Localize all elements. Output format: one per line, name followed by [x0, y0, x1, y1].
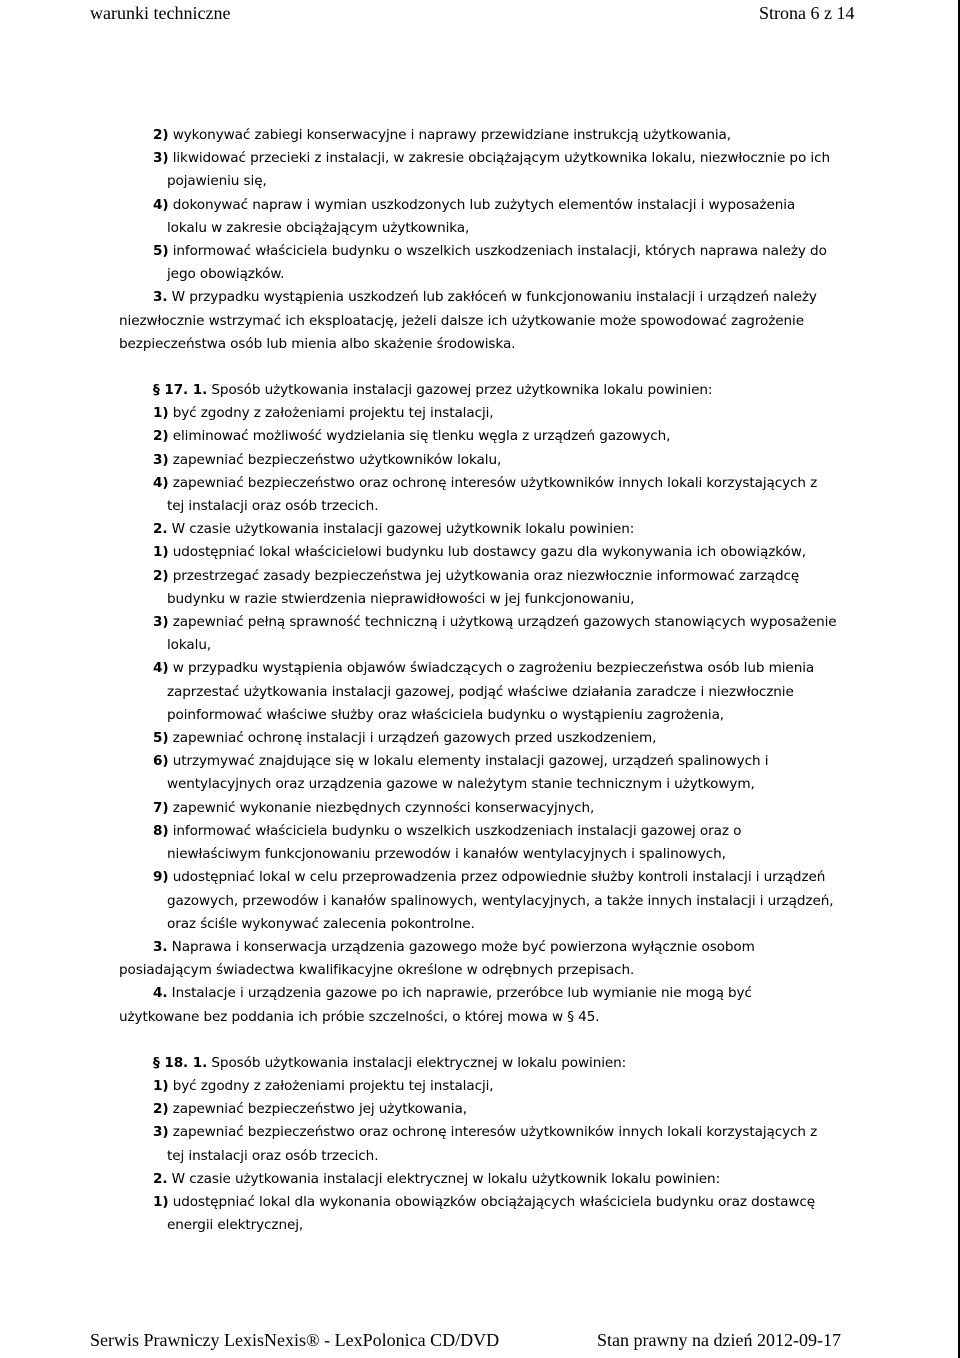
text-line: lokalu w zakresie obciążającym użytkownika, — [167, 219, 470, 236]
text-line: 4) zapewniać bezpieczeństwo oraz ochronę interesów użytkowników innych lokali korzystających z — [153, 474, 818, 491]
text-line: tej instalacji oraz osób trzecich. — [167, 1147, 379, 1164]
header-title: warunki techniczne — [90, 3, 231, 23]
text-line: gazowych, przewodów i kanałów spalinowych, wentylacyjnych, a także innych instalacji i urządzeń, — [167, 892, 834, 909]
section-heading-17: § 17. 1. Sposób użytkowania instalacji gazowej przez użytkownika lokalu powinien: — [153, 382, 713, 399]
text-line: posiadającym świadectwa kwalifikacyjne określone w odrębnych przepisach. — [119, 962, 635, 979]
text-line: 8) informować właściciela budynku o wszelkich uszkodzeniach instalacji gazowej oraz o — [153, 822, 742, 839]
text-line: 6) utrzymywać znajdujące się w lokalu elementy instalacji gazowej, urządzeń spalinowych i — [153, 753, 769, 770]
text-line: 2) eliminować możliwość wydzielania się tlenku węgla z urządzeń gazowych, — [153, 428, 671, 445]
text-line: 3) zapewniać bezpieczeństwo oraz ochronę interesów użytkowników innych lokali korzystających z — [153, 1124, 818, 1141]
text-line: 4) w przypadku wystąpienia objawów świadczących o zagrożeniu bezpieczeństwa osób lub mienia — [153, 660, 815, 677]
text-line: 2) wykonywać zabiegi konserwacyjne i naprawy przewidziane instrukcją użytkowania, — [153, 127, 731, 143]
text-line: 3. Naprawa i konserwacja urządzenia gazowego może być powierzona wyłącznie osobom — [153, 938, 755, 955]
text-line: oraz ściśle wykonywać zalecenia pokontrolne. — [167, 915, 475, 932]
text-line: 4. Instalacje i urządzenia gazowe po ich naprawie, przeróbce lub wymianie nie mogą być — [153, 985, 752, 1002]
text-line: 2. W czasie użytkowania instalacji elektrycznej w lokalu użytkownik lokalu powinien: — [153, 1170, 721, 1187]
text-line: energii elektrycznej, — [167, 1217, 304, 1234]
text-line: zaprzestać użytkowania instalacji gazowej, podjąć właściwe działania zaradcze i niezwłocznie — [167, 683, 794, 700]
text-line: 2. W czasie użytkowania instalacji gazowej użytkownik lokalu powinien: — [153, 521, 635, 538]
text-line: 1) być zgodny z założeniami projektu tej instalacji, — [153, 405, 494, 422]
text-line: 1) być zgodny z założeniami projektu tej instalacji, — [153, 1077, 494, 1094]
page-footer — [0, 1330, 960, 1358]
text-line: 3. W przypadku wystąpienia uszkodzeń lub zakłóceń w funkcjonowaniu instalacji i urządzeń należy — [153, 289, 817, 306]
text-line: pojawieniu się, — [167, 173, 267, 190]
text-line: 2) zapewniać bezpieczeństwo jej użytkowania, — [153, 1101, 467, 1118]
text-line: użytkowane bez poddania ich próbie szczelności, o której mowa w § 45. — [119, 1008, 600, 1025]
text-line: lokalu, — [167, 637, 212, 654]
text-line: 3) zapewniać bezpieczeństwo użytkowników lokalu, — [153, 451, 502, 468]
text-line: 5) zapewniać ochronę instalacji i urządzeń gazowych przed uszkodzeniem, — [153, 730, 657, 747]
text-line: niezwłocznie wstrzymać ich eksploatację, jeżeli dalsze ich użytkowanie może spowodować zagrożenie — [119, 312, 804, 329]
page-header — [0, 0, 960, 30]
section-heading-18: § 18. 1. Sposób użytkowania instalacji elektrycznej w lokalu powinien: — [153, 1054, 627, 1071]
text-line: tej instalacji oraz osób trzecich. — [167, 498, 379, 515]
text-line: wentylacyjnych oraz urządzenia gazowe w należytym stanie technicznym i użytkowym, — [167, 776, 755, 793]
text-line: budynku w razie stwierdzenia nieprawidłowości w jej funkcjonowaniu, — [167, 590, 635, 607]
text-line: 3) zapewniać pełną sprawność techniczną i użytkową urządzeń gazowych stanowiących wyposażenie — [153, 614, 837, 631]
text-line: 1) udostępniać lokal dla wykonania obowiązków obciążających właściciela budynku oraz dostawcę — [153, 1193, 815, 1210]
header-page-number: Strona 6 z 14 — [759, 3, 855, 23]
text-line: jego obowiązków. — [167, 266, 285, 283]
text-line: 1) udostępniać lokal właścicielowi budynku lub dostawcy gazu dla wykonywania ich obowiązków, — [153, 544, 806, 561]
text-line: bezpieczeństwa osób lub mienia albo skażenie środowiska. — [119, 335, 516, 352]
text-line: 2) przestrzegać zasady bezpieczeństwa jej użytkowania oraz niezwłocznie informować zarządcę — [153, 567, 800, 584]
text-line: 7) zapewnić wykonanie niezbędnych czynności konserwacyjnych, — [153, 799, 595, 816]
document-body — [119, 124, 879, 1237]
text-line: 9) udostępniać lokal w celu przeprowadzenia przez odpowiednie służby kontroli instalacji i urządzeń — [153, 869, 826, 886]
footer-legal-state-date: Stan prawny na dzień 2012-09-17 — [597, 1330, 841, 1350]
text-line: poinformować właściwe służby oraz właściciela budynku o wystąpieniu zagrożenia, — [167, 706, 725, 723]
footer-source: Serwis Prawniczy LexisNexis® - LexPolonica CD/DVD — [90, 1330, 500, 1350]
text-line: 3) likwidować przecieki z instalacji, w zakresie obciążającym użytkownika lokalu, niezwłocznie po ich — [153, 150, 830, 167]
text-line: 4) dokonywać napraw i wymian uszkodzonych lub zużytych elementów instalacji i wyposażenia — [153, 196, 796, 213]
text-line: niewłaściwym funkcjonowaniu przewodów i kanałów wentylacyjnych i spalinowych, — [167, 846, 726, 863]
text-line: 5) informować właściciela budynku o wszelkich uszkodzeniach instalacji, których naprawa należy do — [153, 243, 827, 260]
